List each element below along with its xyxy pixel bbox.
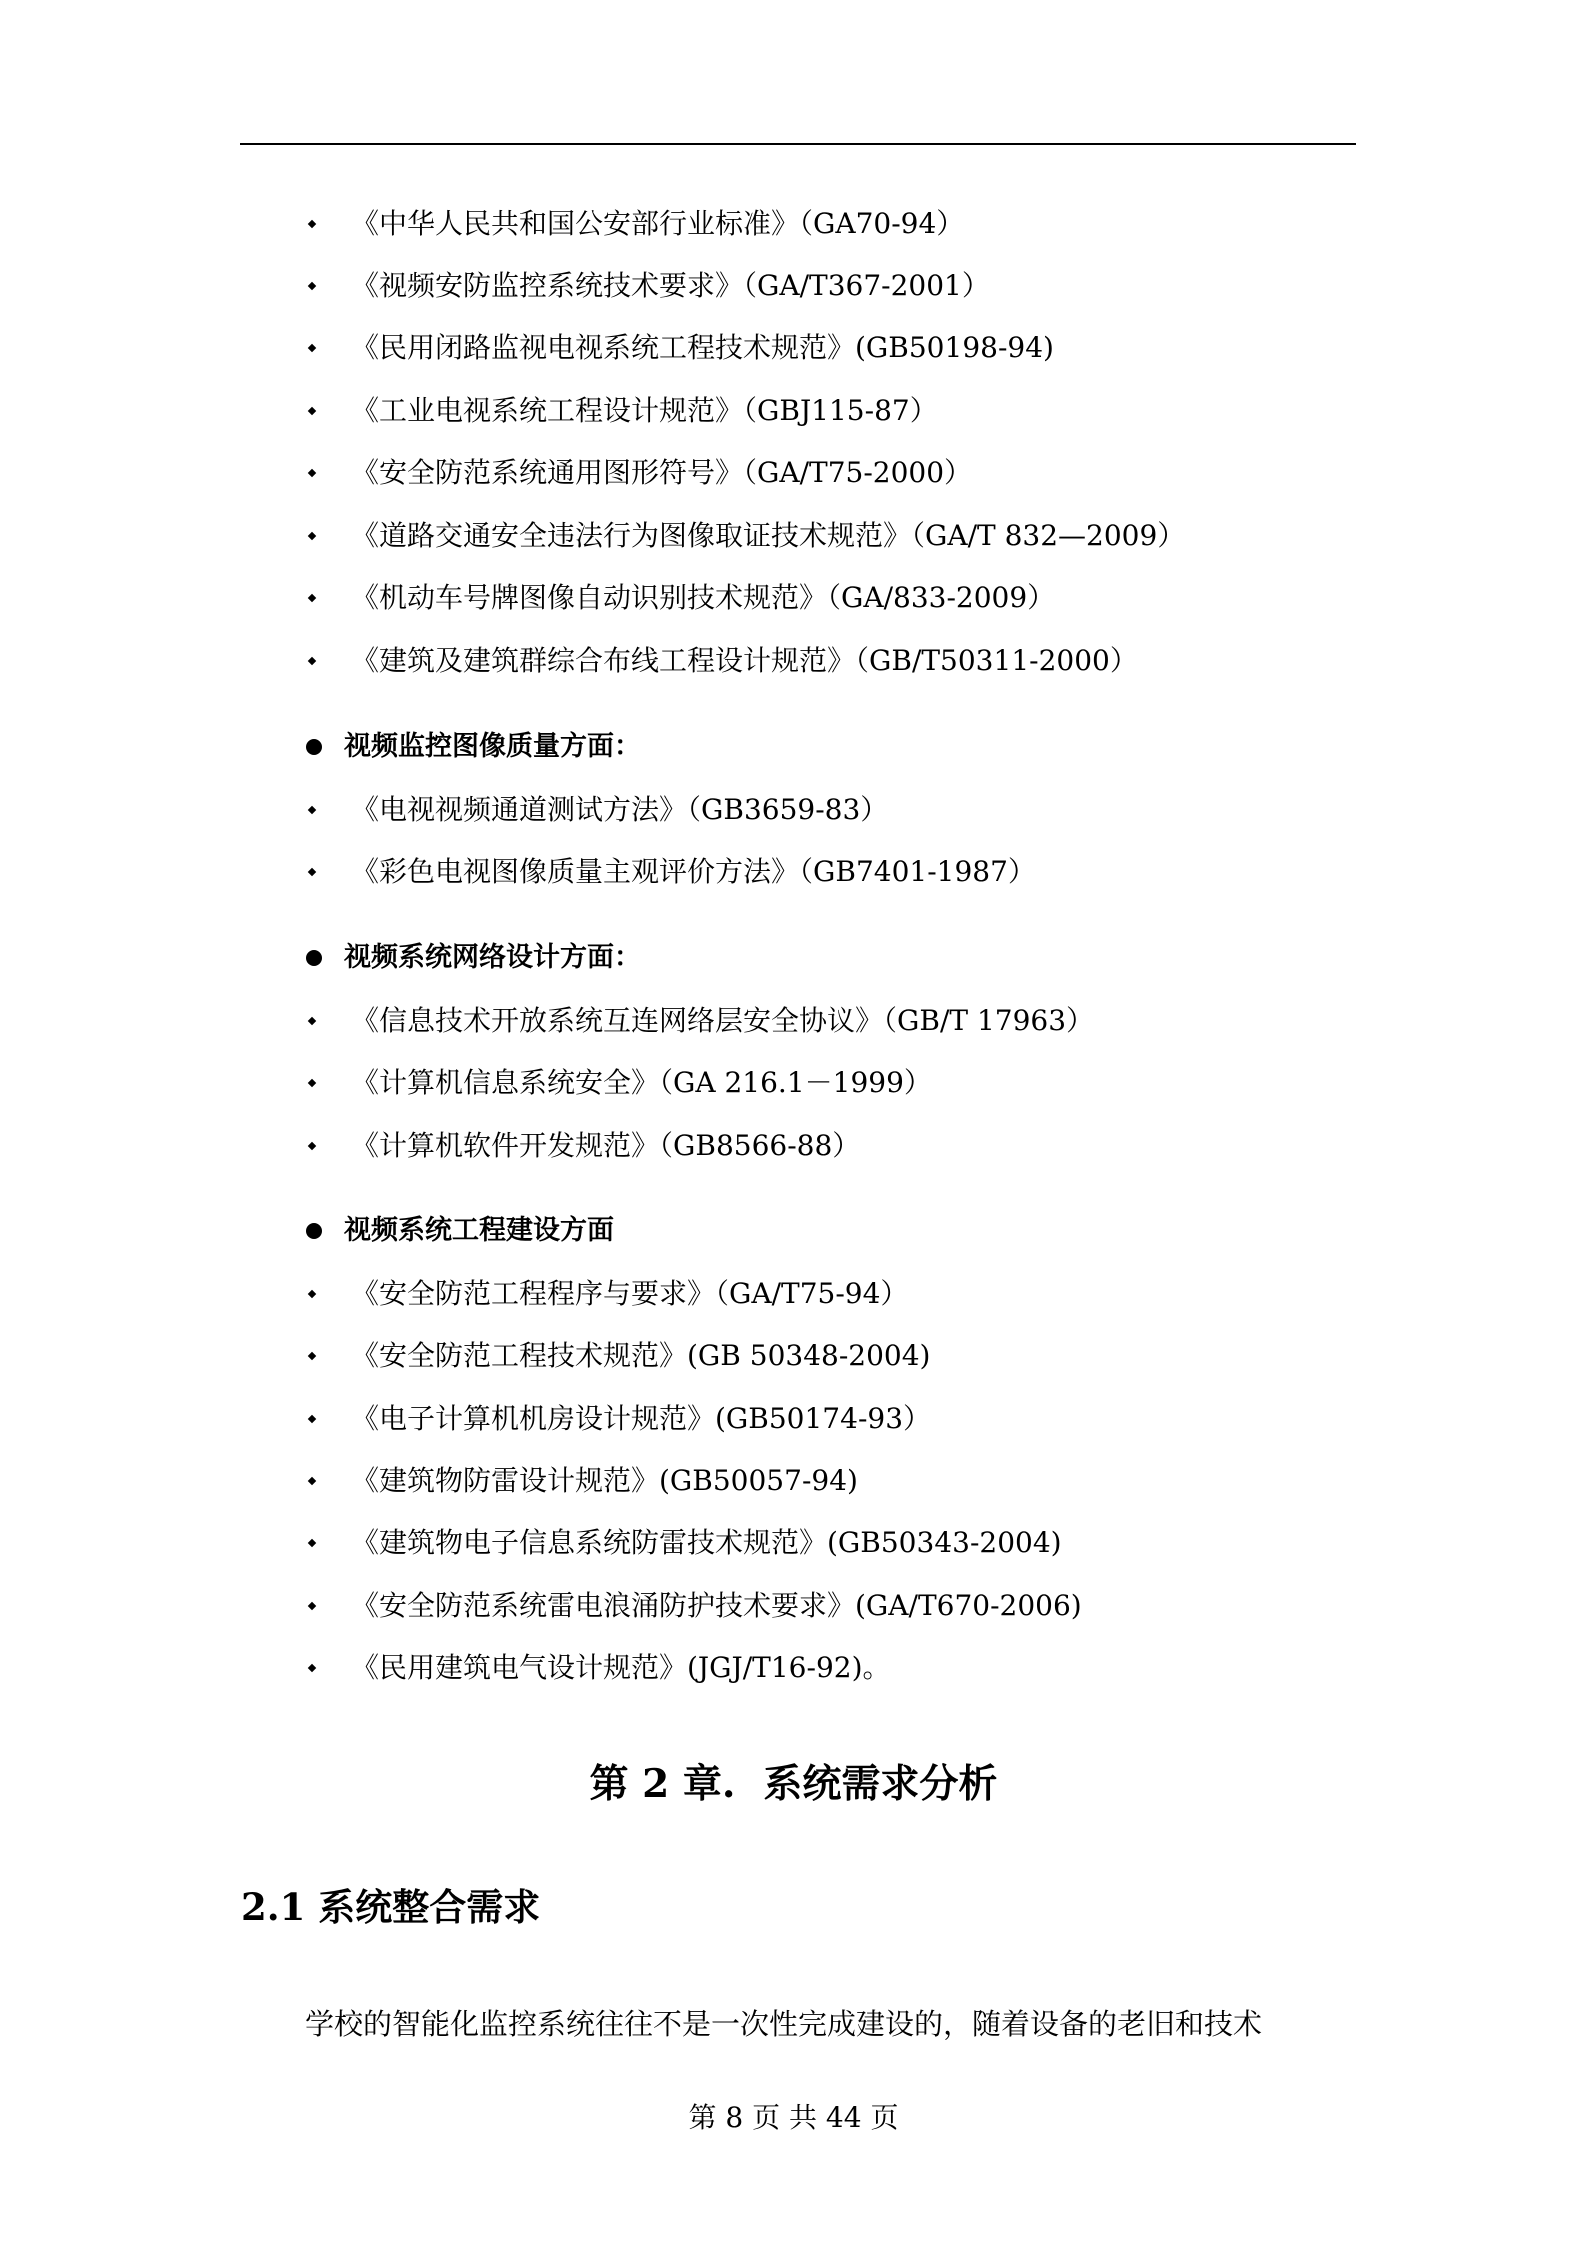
section-title: 2.1 系统整合需求 bbox=[241, 1885, 541, 1929]
list-item bbox=[305, 1336, 930, 1376]
list-item bbox=[305, 1523, 1062, 1563]
diamond-bullet-icon bbox=[308, 1415, 316, 1423]
chapter-title bbox=[0, 1757, 1587, 1811]
round-bullet-icon bbox=[306, 950, 322, 966]
heading-text: 视频系统网络设计方面： bbox=[344, 942, 641, 973]
chapter-title-text: 系统需求分析 bbox=[763, 1761, 998, 1807]
list-item-text: 《安全防范工程程序与要求》（GA/T75-94） bbox=[351, 1277, 909, 1310]
heading-text: 视频系统工程建设方面 bbox=[344, 1215, 614, 1246]
diamond-bullet-icon bbox=[308, 469, 316, 477]
list-item-text: 《民用闭路监视电视系统工程技术规范》(GB50198-94) bbox=[351, 331, 1054, 364]
list-item-text: 《电视视频通道测试方法》（GB3659-83） bbox=[351, 793, 889, 826]
diamond-bullet-icon bbox=[308, 1664, 316, 1672]
diamond-bullet-icon bbox=[308, 1602, 316, 1610]
diamond-bullet-icon bbox=[308, 594, 316, 602]
diamond-bullet-icon bbox=[308, 1477, 316, 1485]
list-item-text: 《计算机信息系统安全》（GA 216.1－1999） bbox=[351, 1066, 932, 1099]
list-item bbox=[305, 266, 990, 306]
list-item bbox=[305, 852, 1036, 892]
section-heading bbox=[305, 1211, 614, 1251]
heading-text: 视频监控图像质量方面： bbox=[344, 731, 641, 762]
list-item bbox=[305, 1126, 860, 1166]
round-bullet-icon bbox=[306, 739, 322, 755]
list-item-text: 《计算机软件开发规范》（GB8566-88） bbox=[351, 1129, 861, 1162]
list-item bbox=[305, 1001, 1094, 1041]
list-item bbox=[305, 516, 1185, 556]
list-item-text: 《机动车号牌图像自动识别技术规范》（GA/833-2009） bbox=[351, 581, 1056, 614]
round-bullet-icon bbox=[306, 1223, 322, 1239]
list-item-text: 《中华人民共和国公安部行业标准》（GA70-94） bbox=[351, 207, 965, 240]
diamond-bullet-icon bbox=[308, 407, 316, 415]
list-item-text: 《电子计算机机房设计规范》(GB50174-93） bbox=[351, 1402, 932, 1435]
diamond-bullet-icon bbox=[308, 282, 316, 290]
diamond-bullet-icon bbox=[308, 1290, 316, 1298]
diamond-bullet-icon bbox=[308, 1539, 316, 1547]
list-item-text: 《安全防范系统雷电浪涌防护技术要求》(GA/T670-2006) bbox=[351, 1589, 1082, 1622]
list-item-text: 《视频安防监控系统技术要求》（GA/T367-2001） bbox=[351, 269, 990, 302]
diamond-bullet-icon bbox=[308, 806, 316, 814]
diamond-bullet-icon bbox=[308, 1352, 316, 1360]
list-item bbox=[305, 453, 972, 493]
list-item-text: 《安全防范工程技术规范》(GB 50348-2004) bbox=[351, 1339, 931, 1372]
list-item-text: 《道路交通安全违法行为图像取证技术规范》（GA/T 832—2009） bbox=[351, 519, 1186, 552]
diamond-bullet-icon bbox=[308, 657, 316, 665]
list-item-text: 《彩色电视图像质量主观评价方法》（GB7401-1987） bbox=[351, 855, 1036, 888]
section-heading bbox=[305, 938, 641, 978]
list-item-text: 《信息技术开放系统互连网络层安全协议》（GB/T 17963） bbox=[351, 1004, 1095, 1037]
list-item-text: 《民用建筑电气设计规范》(JGJ/T16-92)。 bbox=[351, 1651, 891, 1684]
list-item bbox=[305, 1461, 858, 1501]
list-item bbox=[305, 1274, 908, 1314]
section-heading bbox=[305, 727, 641, 767]
diamond-bullet-icon bbox=[308, 344, 316, 352]
list-item-text: 《工业电视系统工程设计规范》（GBJ115-87） bbox=[351, 394, 938, 427]
body-paragraph: 学校的智能化监控系统往往不是一次性完成建设的，随着设备的老旧和技术 bbox=[305, 2007, 1263, 2041]
list-item bbox=[305, 1586, 1082, 1626]
diamond-bullet-icon bbox=[308, 1017, 316, 1025]
list-item bbox=[305, 1648, 891, 1688]
diamond-bullet-icon bbox=[308, 1079, 316, 1087]
list-item bbox=[305, 790, 888, 830]
page-footer: 第 8 页 共 44 页 bbox=[688, 2101, 899, 2134]
diamond-bullet-icon bbox=[308, 1142, 316, 1150]
diamond-bullet-icon bbox=[308, 220, 316, 228]
list-item bbox=[305, 204, 964, 244]
list-item-text: 《建筑物电子信息系统防雷技术规范》(GB50343-2004) bbox=[351, 1526, 1062, 1559]
chapter-number: 第 2 章. bbox=[589, 1761, 736, 1807]
list-item-text: 《建筑及建筑群综合布线工程设计规范》（GB/T50311-2000） bbox=[351, 644, 1138, 677]
list-item-text: 《建筑物防雷设计规范》(GB50057-94) bbox=[351, 1464, 858, 1497]
list-item-text: 《安全防范系统通用图形符号》（GA/T75-2000） bbox=[351, 456, 973, 489]
header-rule bbox=[240, 143, 1356, 145]
list-item bbox=[305, 328, 1054, 368]
list-item bbox=[305, 1399, 931, 1439]
list-item bbox=[305, 391, 938, 431]
list-item bbox=[305, 578, 1055, 618]
list-item bbox=[305, 1063, 932, 1103]
diamond-bullet-icon bbox=[308, 868, 316, 876]
list-item bbox=[305, 641, 1138, 681]
diamond-bullet-icon bbox=[308, 532, 316, 540]
